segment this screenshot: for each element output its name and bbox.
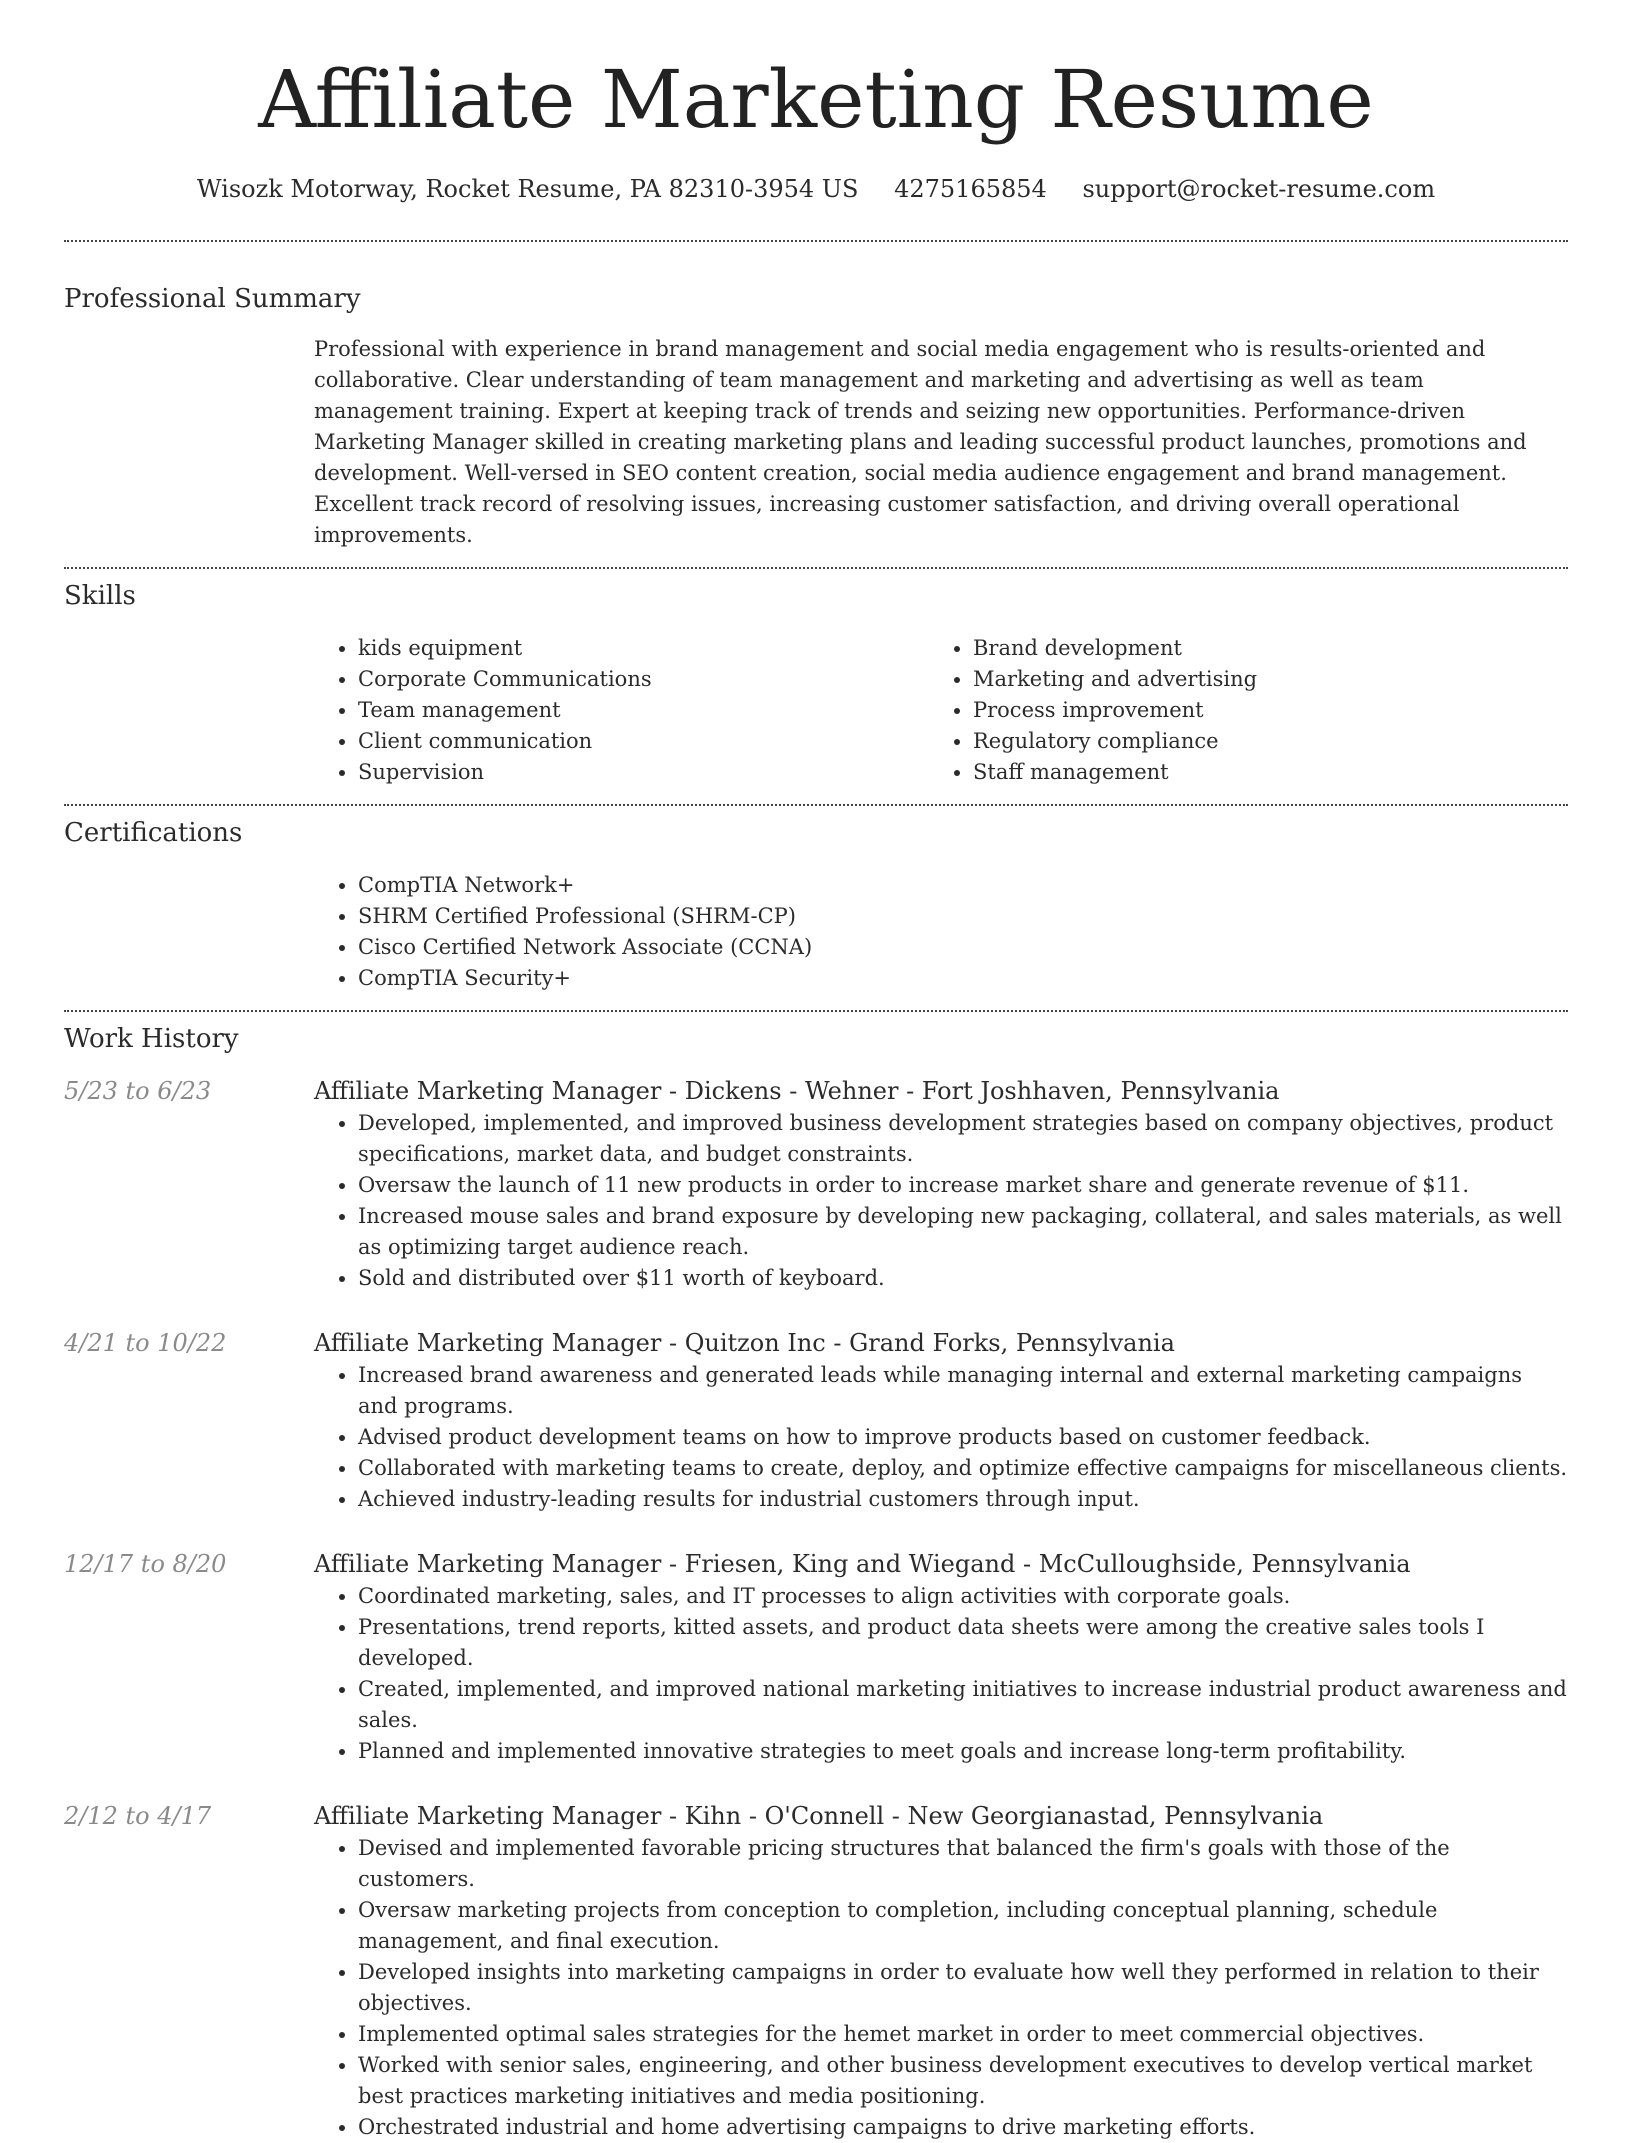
- job-bullet: • Orchestrated industrial and home advertising campaigns to drive marketing efforts.: [358, 2112, 1568, 2143]
- skill-item: • Supervision: [358, 757, 929, 788]
- certifications-heading: Certifications: [64, 818, 243, 848]
- job-main: [314, 1326, 1568, 1515]
- job-bullet: • Coordinated marketing, sales, and IT processes to align activities with corporate goals.: [358, 1581, 1568, 1612]
- skill-item: • Client communication: [358, 726, 929, 757]
- job-bullet: • Planned and implemented innovative strategies to meet goals and increase long-term profitability.: [358, 1736, 1568, 1767]
- certifications-section: [64, 806, 1568, 994]
- job-bullet: • Developed, implemented, and improved business development strategies based on company objectives, product specifications, market data, and budget constraints.: [358, 1108, 1568, 1170]
- skills-grid: [314, 633, 1568, 788]
- job-main: [314, 1074, 1568, 1294]
- certification-item: • SHRM Certified Professional (SHRM-CP): [358, 901, 1568, 932]
- summary-section: [64, 242, 1568, 551]
- job-title: Affiliate Marketing Manager - Quitzon Inc - Grand Forks, Pennsylvania: [314, 1329, 1175, 1357]
- job-title: Affiliate Marketing Manager - Friesen, King and Wiegand - McCulloughside, Pennsylvania: [314, 1550, 1411, 1578]
- skills-list-right: [929, 633, 1544, 788]
- job-bullet: • Achieved industry-leading results for industrial customers through input.: [358, 1484, 1568, 1515]
- certification-item: • Cisco Certified Network Associate (CCNA): [358, 932, 1568, 963]
- resume-title: Affiliate Marketing Resume: [258, 53, 1374, 146]
- skills-list-left: [314, 633, 929, 788]
- job-bullet: • Oversaw marketing projects from conception to completion, including conceptual planning, schedule management, and final execution.: [358, 1895, 1568, 1957]
- summary-heading: Professional Summary: [64, 284, 361, 314]
- work-history-section: [64, 1012, 1568, 2143]
- job-title: Affiliate Marketing Manager - Kihn - O'Connell - New Georgianastad, Pennsylvania: [314, 1802, 1324, 1830]
- job-bullet: • Devised and implemented favorable pricing structures that balanced the firm's goals with those of the customers.: [358, 1833, 1568, 1895]
- contact-phone: 4275165854: [894, 175, 1047, 203]
- job-dates: 5/23 to 6/23: [64, 1077, 212, 1105]
- job-bullet: • Presentations, trend reports, kitted assets, and product data sheets were among the creative sales tools I developed.: [358, 1612, 1568, 1674]
- job-bullet: • Worked with senior sales, engineering, and other business development executives to develop vertical market best practices marketing initiatives and media positioning.: [358, 2050, 1568, 2112]
- job-bullet: • Oversaw the launch of 11 new products in order to increase market share and generate revenue of $11.: [358, 1170, 1568, 1201]
- certification-item: • CompTIA Security+: [358, 963, 1568, 994]
- certifications-list-wrap: [314, 870, 1568, 994]
- job-dates: 4/21 to 10/22: [64, 1329, 227, 1357]
- job-bullet: • Implemented optimal sales strategies for the hemet market in order to meet commercial objectives.: [358, 2019, 1568, 2050]
- job-bullet: • Collaborated with marketing teams to create, deploy, and optimize effective campaigns for miscellaneous clients.: [358, 1453, 1568, 1484]
- summary-text: Professional with experience in brand management and social media engagement who is results-oriented and collaborative. Clear understanding of team management and marketing and advertising as well as team management training. Expert at keeping track of trends and seizing new opportunities. Performance-driven Marketing Manager skilled in creating marketing plans and leading successful product launches, promotions and development. Well-versed in SEO content creation, social media audience engagement and brand management. Excellent track record of resolving issues, increasing customer satisfaction, and driving overall operational improvements.: [314, 337, 1527, 547]
- skill-item: • Marketing and advertising: [973, 664, 1544, 695]
- job-bullets: [314, 1360, 1568, 1515]
- job-entry: [64, 1547, 1568, 1767]
- contact-line: [64, 172, 1568, 206]
- contact-email: support@rocket-resume.com: [1082, 175, 1436, 203]
- job-bullet: • Advised product development teams on how to improve products based on customer feedback.: [358, 1422, 1568, 1453]
- job-bullet: • Increased brand awareness and generated leads while managing internal and external marketing campaigns and programs.: [358, 1360, 1568, 1422]
- skill-item: • kids equipment: [358, 633, 929, 664]
- skills-heading: Skills: [64, 581, 136, 611]
- job-entry: [64, 1074, 1568, 1294]
- job-bullets: [314, 1581, 1568, 1767]
- skill-item: • Staff management: [973, 757, 1544, 788]
- skill-item: • Corporate Communications: [358, 664, 929, 695]
- certification-item: • CompTIA Network+: [358, 870, 1568, 901]
- job-main: [314, 1799, 1568, 2143]
- job-bullet: • Developed insights into marketing campaigns in order to evaluate how well they performed in relation to their objectives.: [358, 1957, 1568, 2019]
- job-bullets: [314, 1833, 1568, 2143]
- job-entry: [64, 1326, 1568, 1515]
- job-bullet: • Sold and distributed over $11 worth of keyboard.: [358, 1263, 1568, 1294]
- job-dates: 12/17 to 8/20: [64, 1550, 227, 1578]
- skills-section: [64, 569, 1568, 788]
- job-dates: 2/12 to 4/17: [64, 1802, 212, 1830]
- work-history-heading: Work History: [64, 1024, 239, 1054]
- contact-address: Wisozk Motorway, Rocket Resume, PA 82310-3954 US: [196, 175, 859, 203]
- job-main: [314, 1547, 1568, 1767]
- skill-item: • Brand development: [973, 633, 1544, 664]
- skill-item: • Team management: [358, 695, 929, 726]
- job-bullet: • Created, implemented, and improved national marketing initiatives to increase industrial product awareness and sales.: [358, 1674, 1568, 1736]
- skill-item: • Regulatory compliance: [973, 726, 1544, 757]
- job-entry: [64, 1799, 1568, 2143]
- job-title: Affiliate Marketing Manager - Dickens - Wehner - Fort Joshhaven, Pennsylvania: [314, 1077, 1280, 1105]
- job-bullets: [314, 1108, 1568, 1294]
- job-bullet: • Increased mouse sales and brand exposure by developing new packaging, collateral, and sales materials, as well as optimizing target audience reach.: [358, 1201, 1568, 1263]
- certifications-list: [314, 870, 1568, 994]
- skill-item: • Process improvement: [973, 695, 1544, 726]
